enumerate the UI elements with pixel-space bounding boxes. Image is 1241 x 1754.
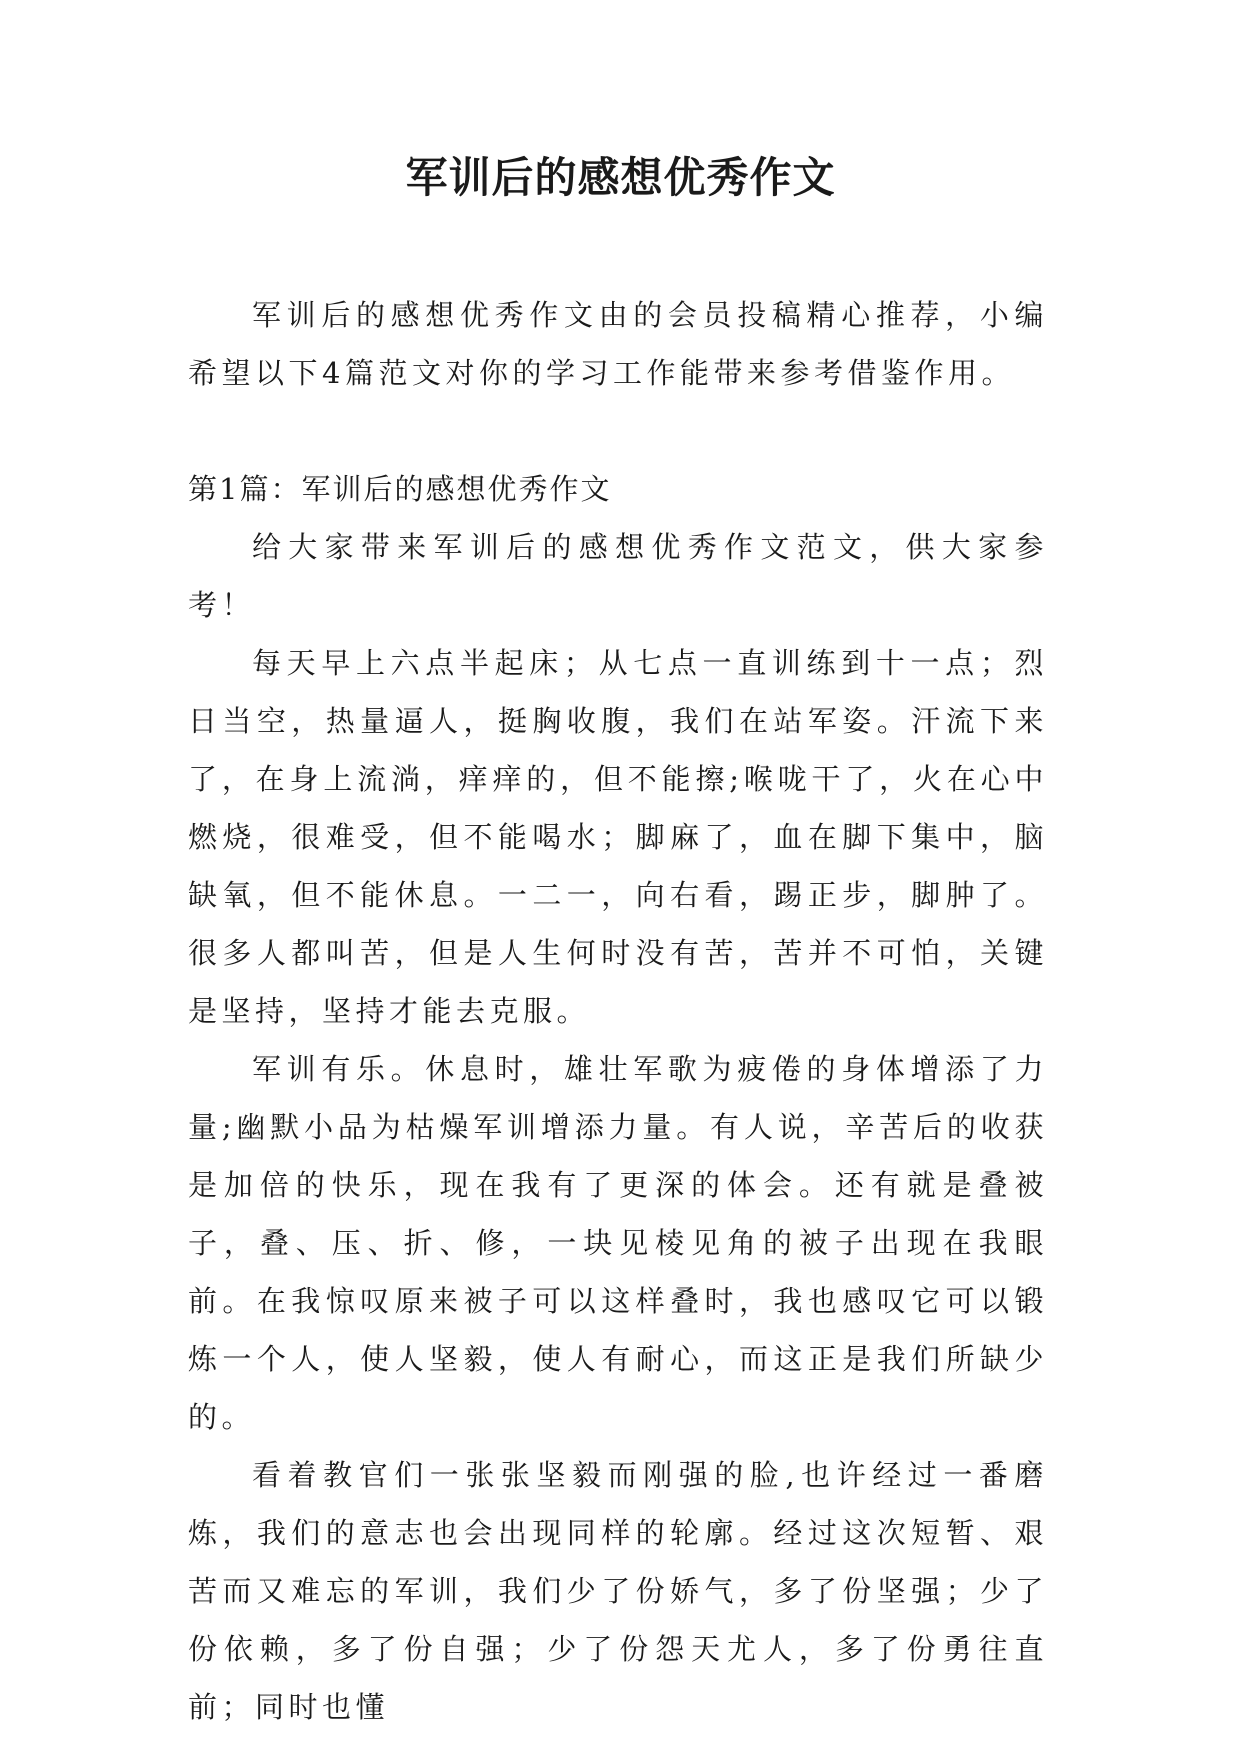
document-title: 军训后的感想优秀作文 — [405, 153, 836, 202]
paragraph-2: 每天早上六点半起床；从七点一直训练到十一点；烈日当空，热量逼人，挺胸收腹，我们在站军姿。汗流下来了，在身上流淌，痒痒的，但不能擦;喉咙干了，火在心中燃烧，很难受，但不能喝水；脚麻了，血在脚下集中，脑缺氧，但不能休息。一二一，向右看，踢正步，脚肿了。很多人都叫苦，但是人生何时没有苦，苦并不可怕，关键是坚持，坚持才能去克服。 — [188, 646, 1048, 1028]
section-heading: 第1篇：军训后的感想优秀作文 — [188, 472, 612, 506]
intro-block — [188, 286, 1048, 402]
paragraph-4: 看着教官们一张张坚毅而刚强的脸,也许经过一番磨炼，我们的意志也会出现同样的轮廓。经过这次短暂、艰苦而又难忘的军训，我们少了份娇气，多了份坚强；少了份依赖，多了份自强；少了份怨天尤人，多了份勇往直前；同时也懂 — [188, 1458, 1048, 1724]
intro-paragraph: 军训后的感想优秀作文由的会员投稿精心推荐，小编希望以下4篇范文对你的学习工作能带来参考借鉴作用。 — [188, 298, 1048, 390]
paragraph-3: 军训有乐。休息时，雄壮军歌为疲倦的身体增添了力量;幽默小品为枯燥军训增添力量。有人说，辛苦后的收获是加倍的快乐，现在我有了更深的体会。还有就是叠被子，叠、压、折、修，一块见棱见角的被子出现在我眼前。在我惊叹原来被子可以这样叠时，我也感叹它可以锻炼一个人，使人坚毅，使人有耐心，而这正是我们所缺少的。 — [188, 1052, 1048, 1434]
paragraph-1: 给大家带来军训后的感想优秀作文范文，供大家参考！ — [188, 530, 1048, 622]
section-1 — [188, 460, 1048, 1736]
